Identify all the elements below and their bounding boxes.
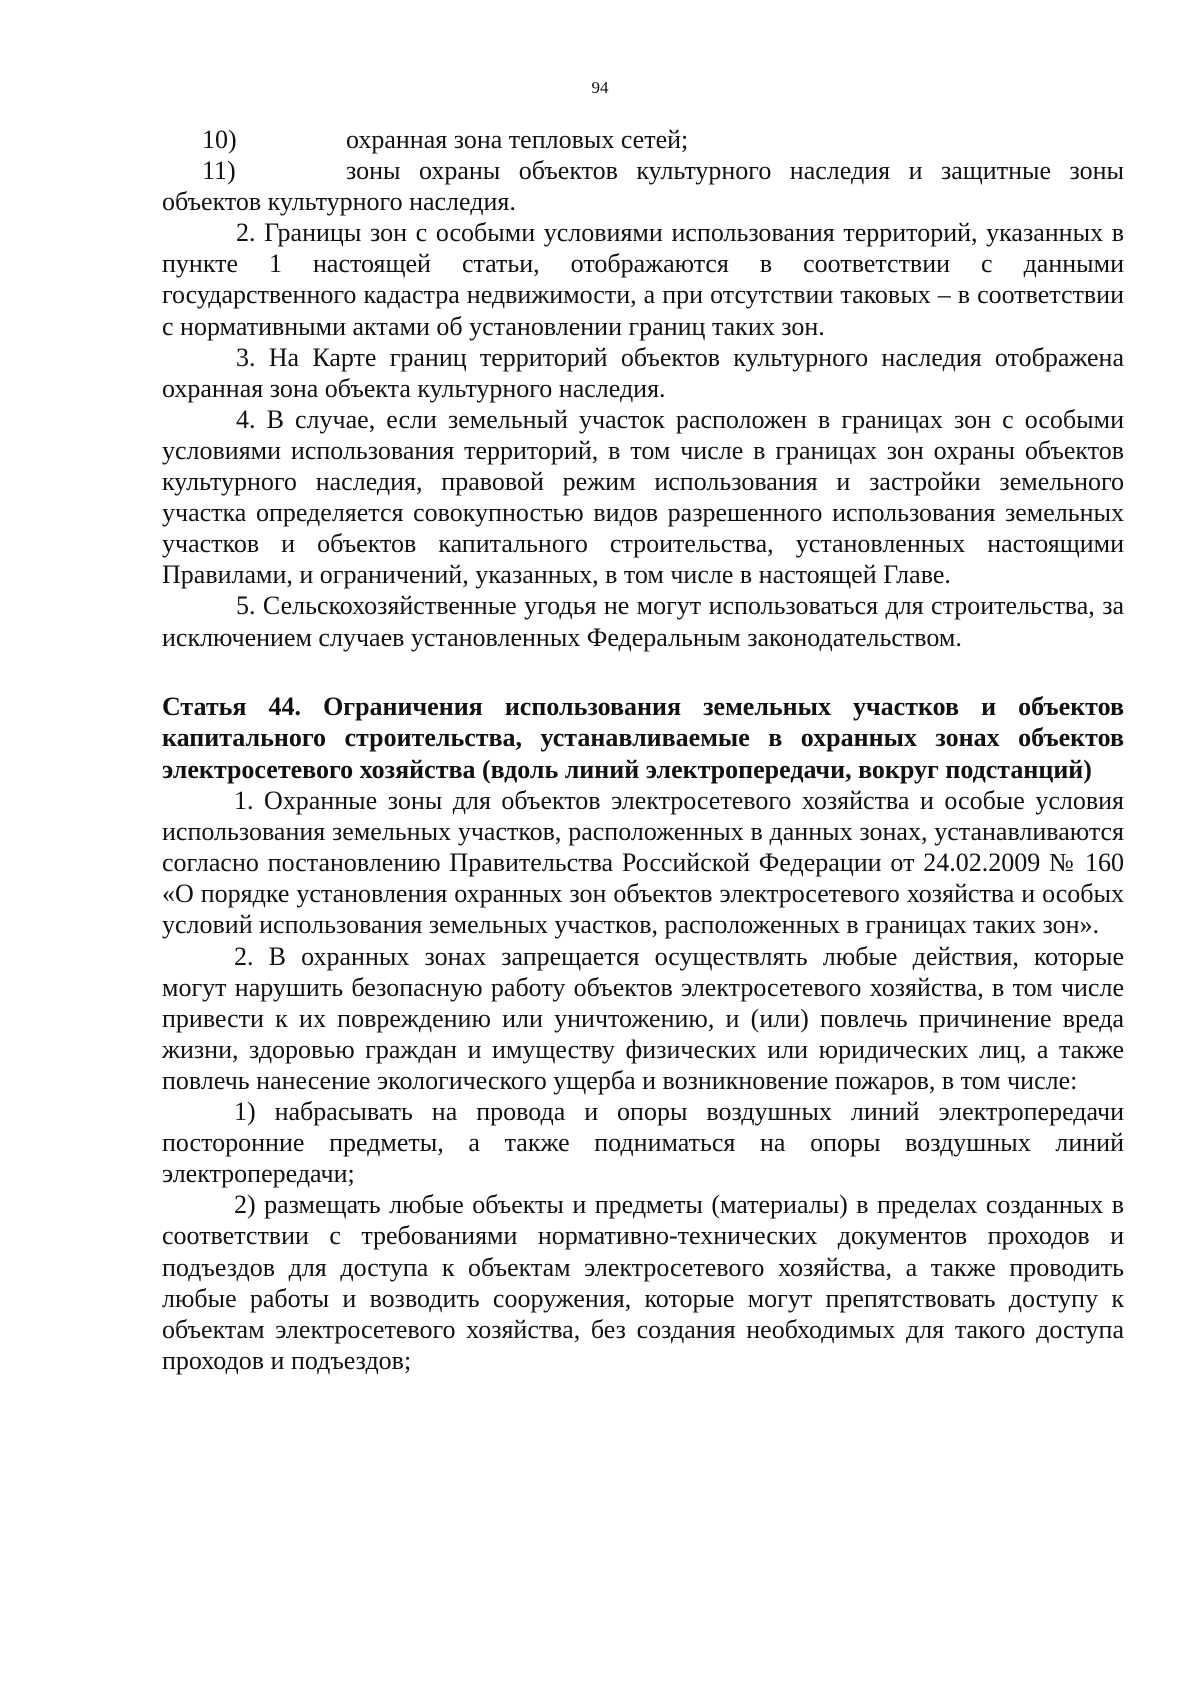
paragraph-2: 2. Границы зон с особыми условиями использования территорий, указанных в пункте 1 настоящей статьи, отображаются в соответствии с данными государственного кадастра недвижимости, а при отсутствии таковых – в соответствии с нормативными актами об установлении границ таких зон. bbox=[162, 218, 1124, 341]
page-number: 94 bbox=[591, 78, 609, 97]
article-paragraph-1: 1. Охранные зоны для объектов электросетевого хозяйства и особые условия использования земельных участков, расположенных в данных зонах, устанавливаются согласно постановлению Правительства Российской Федерации от 24.02.2009 № 160 «О порядке установления охранных зон объектов электросетевого хозяйства и особых условий использования земельных участков, расположенных в границах таких зон». bbox=[162, 786, 1124, 940]
article-heading: Статья 44. Ограничения использования земельных участков и объектов капитального строительства, устанавливаемые в охранных зонах объектов электросетевого хозяйства (вдоль линий электропередачи, вокруг подстанций) bbox=[162, 691, 1124, 784]
document-body bbox=[162, 124, 1124, 1376]
paragraph-4: 4. В случае, если земельный участок расположен в границах зон с особыми условиями использования территорий, в том числе в границах зон охраны объектов культурного наследия, правовой режим использования и застройки земельного участка определяется совокупностью видов разрешенного использования земельных участков и объектов капитального строительства, установленных настоящими Правилами, и ограничений, указанных, в том числе в настоящей Главе. bbox=[162, 404, 1124, 590]
list-item-text: зоны охраны объектов культурного наследия и защитные зоны объектов культурного наследия. bbox=[162, 156, 1124, 217]
list-item-number: 10) bbox=[202, 125, 237, 154]
paragraph-3: 3. На Карте границ территорий объектов культурного наследия отображена охранная зона объекта культурного наследия. bbox=[162, 342, 1124, 403]
article-subitem-1: 1) набрасывать на провода и опоры воздушных линий электропередачи посторонние предметы, а также подниматься на опоры воздушных линий электропередачи; bbox=[162, 1097, 1124, 1189]
paragraph-5: 5. Сельскохозяйственные угодья не могут использоваться для строительства, за исключением случаев установленных Федеральным законодательством. bbox=[162, 591, 1124, 652]
article-paragraph-2: 2. В охранных зонах запрещается осуществлять любые действия, которые могут нарушить безопасную работу объектов электросетевого хозяйства, в том числе привести к их повреждению или уничтожению, и (или) повлечь причинение вреда жизни, здоровью граждан и имуществу физических или юридических лиц, а также повлечь нанесение экологического ущерба и возникновение пожаров, в том числе: bbox=[162, 941, 1124, 1095]
list-item-10 bbox=[162, 124, 1124, 155]
list-item-text: охранная зона тепловых сетей; bbox=[346, 125, 689, 154]
list-item-number: 11) bbox=[202, 156, 236, 186]
list-item-11 bbox=[162, 155, 1124, 217]
article-subitem-2: 2) размещать любые объекты и предметы (материалы) в пределах созданных в соответствии с требованиями нормативно-технических документов проходов и подъездов для доступа к объектам электросетевого хозяйства, а также проводить любые работы и возводить сооружения, которые могут препятствовать доступу к объектам электросетевого хозяйства, без создания необходимых для такого доступа проходов и подъездов; bbox=[162, 1190, 1124, 1375]
